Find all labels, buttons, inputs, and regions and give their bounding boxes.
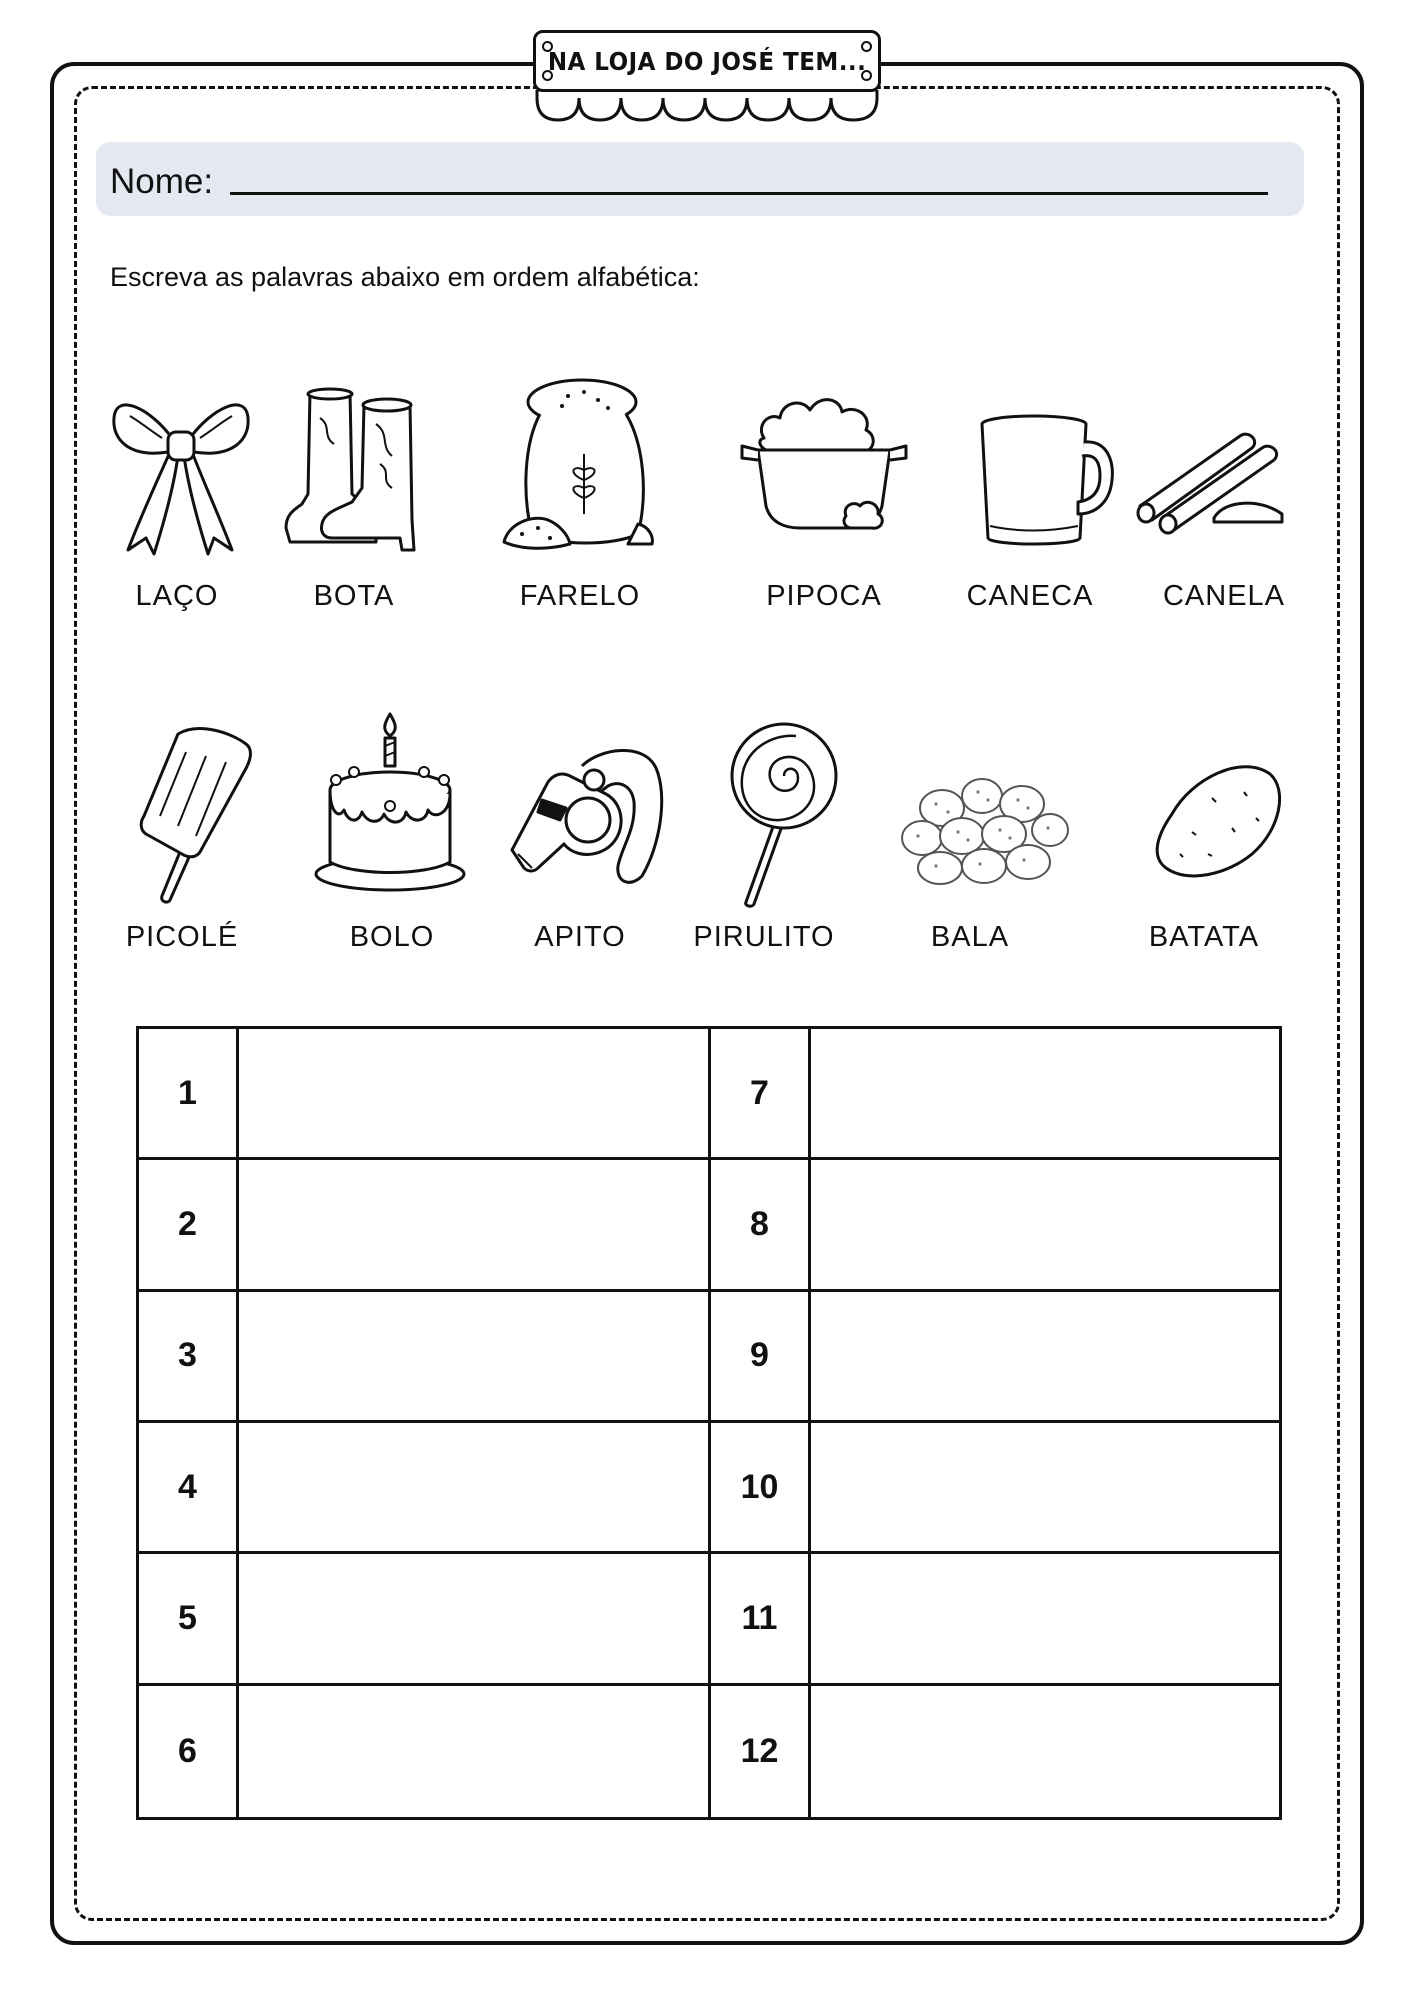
answer-cell[interactable] <box>811 1292 1279 1423</box>
word-label-6: CANELA <box>1162 580 1286 612</box>
instruction-text: Escreva as palavras abaixo em ordem alfabética: <box>110 262 700 292</box>
row-number: 5 <box>139 1554 239 1685</box>
answer-cell[interactable] <box>811 1554 1279 1685</box>
cinnamon-icon <box>1134 418 1284 532</box>
popsicle-icon <box>138 724 254 904</box>
scalloped-awning-icon <box>533 90 881 124</box>
title-banner <box>533 30 881 92</box>
page-title: NA LOJA DO JOSÉ TEM... <box>547 46 867 76</box>
answer-cell[interactable] <box>811 1686 1279 1817</box>
answer-cell[interactable] <box>239 1160 711 1291</box>
potato-icon <box>1152 758 1284 882</box>
mug-icon <box>978 414 1116 554</box>
word-label-9: APITO <box>534 921 626 953</box>
row-number: 1 <box>139 1029 239 1160</box>
answer-cell[interactable] <box>239 1686 711 1817</box>
name-input-line[interactable] <box>230 192 1268 195</box>
word-label-11: BALA <box>930 921 1010 953</box>
answer-cell[interactable] <box>811 1423 1279 1554</box>
word-label-1: LAÇO <box>135 580 219 612</box>
answer-cell[interactable] <box>239 1423 711 1554</box>
answer-cell[interactable] <box>811 1029 1279 1160</box>
word-label-8: BOLO <box>349 921 435 953</box>
row-number: 7 <box>711 1029 811 1160</box>
answer-cell[interactable] <box>239 1292 711 1423</box>
word-label-3: FARELO <box>519 580 641 612</box>
answer-cell[interactable] <box>239 1554 711 1685</box>
word-label-12: BATATA <box>1148 921 1260 953</box>
word-label-4: PIPOCA <box>766 580 882 612</box>
row-number: 10 <box>711 1423 811 1554</box>
row-number: 8 <box>711 1160 811 1291</box>
bow-icon <box>110 388 252 558</box>
whistle-icon <box>508 746 664 886</box>
popcorn-pot-icon <box>738 386 910 536</box>
name-field-bar <box>96 142 1304 216</box>
lollipop-icon <box>724 722 836 906</box>
candies-icon <box>900 774 1070 886</box>
row-number: 11 <box>711 1554 811 1685</box>
row-number: 12 <box>711 1686 811 1817</box>
word-label-2: BOTA <box>313 580 395 612</box>
word-label-5: CANECA <box>966 580 1094 612</box>
name-label: Nome: <box>110 162 214 201</box>
word-label-10: PIRULITO <box>693 921 835 953</box>
row-number: 3 <box>139 1292 239 1423</box>
answer-cell[interactable] <box>239 1029 711 1160</box>
answer-cell[interactable] <box>811 1160 1279 1291</box>
row-number: 2 <box>139 1160 239 1291</box>
row-number: 6 <box>139 1686 239 1817</box>
row-number: 9 <box>711 1292 811 1423</box>
boots-icon <box>280 384 440 560</box>
answer-table <box>136 1026 1282 1820</box>
bran-sack-icon <box>498 374 662 558</box>
row-number: 4 <box>139 1423 239 1554</box>
word-label-7: PICOLÉ <box>125 921 239 953</box>
cake-icon <box>314 710 466 896</box>
